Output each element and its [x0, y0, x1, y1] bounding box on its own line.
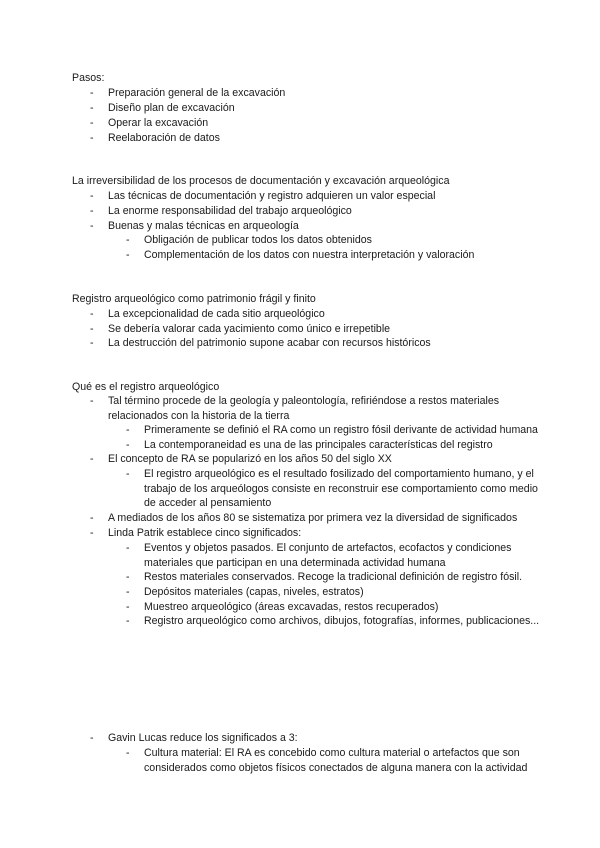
bullet-dash: - [90, 132, 94, 144]
bullet-dash: - [90, 527, 94, 539]
bullet-dash: - [126, 424, 130, 436]
bullet-dash: - [90, 453, 94, 465]
text-line: materiales que participan en una determinada actividad humana [144, 556, 446, 569]
sub-list-item-text: Obligación de publicar todos los datos obtenidos [144, 234, 372, 246]
bullet-dash: - [126, 747, 130, 759]
list-item-text: Diseño plan de excavación [108, 102, 235, 114]
section-title-pasos: Pasos: [72, 72, 105, 84]
text-line: El registro arqueológico es el resultado fosilizado del comportamiento humano, y el [144, 468, 534, 480]
bullet-dash: - [90, 117, 94, 129]
list-item-text: Operar la excavación [108, 117, 209, 129]
bullet-dash: - [90, 323, 94, 335]
bullet-dash: - [126, 571, 130, 583]
text-line: considerados como objetos físicos conectados de alguna manera con la actividad [144, 761, 528, 774]
text-line: Tal término procede de la geología y paleontología, refiriéndose a restos materiales [108, 395, 500, 407]
section-title-irreversibilidad: La irreversibilidad de los procesos de documentación y excavación arqueológica [72, 175, 450, 187]
bullet-dash: - [126, 439, 130, 451]
sub-list-item-text: Registro arqueológico como archivos, dibujos, fotografías, informes, publicaciones... [144, 615, 540, 627]
list-item-text: Linda Patrik establece cinco significados: [108, 527, 302, 539]
list-item-text: Gavin Lucas reduce los significados a 3: [108, 732, 298, 744]
bullet-dash: - [90, 308, 94, 320]
list-item-text: Preparación general de la excavación [108, 87, 286, 99]
list-item-text: Las técnicas de documentación y registro adquieren un valor especial [108, 190, 436, 202]
list-item-text: Buenas y malas técnicas en arqueología [108, 220, 299, 232]
bullet-dash: - [90, 87, 94, 99]
bullet-dash: - [126, 586, 130, 598]
text-line: Eventos y objetos pasados. El conjunto de artefactos, ecofactos y condiciones [144, 542, 512, 554]
list-item-text: La enorme responsabilidad del trabajo arqueológico [108, 205, 352, 217]
bullet-dash: - [90, 220, 94, 232]
sub-list-item-text: Muestreo arqueológico (áreas excavadas, restos recuperados) [144, 601, 439, 613]
section-title-registro: Qué es el registro arqueológico [72, 381, 220, 393]
bullet-dash: - [126, 542, 130, 554]
sub-list-item-text: Primeramente se definió el RA como un registro fósil derivante de actividad humana [144, 424, 538, 436]
sub-list-item-text: Restos materiales conservados. Recoge la tradicional definición de registro fósil. [144, 571, 523, 583]
text-line: Cultura material: El RA es concebido como cultura material o artefactos que son [144, 747, 520, 759]
bullet-dash: - [90, 395, 94, 407]
section-title-patrimonio: Registro arqueológico como patrimonio frágil y finito [72, 293, 316, 305]
sub-list-item-text: Complementación de los datos con nuestra interpretación y valoración [144, 249, 475, 261]
bullet-dash: - [90, 732, 94, 744]
text-line: relacionados con la historia de la tierra [108, 409, 290, 422]
bullet-dash: - [126, 249, 130, 261]
list-item-text: El concepto de RA se popularizó en los años 50 del siglo XX [108, 453, 392, 465]
list-item-text: A mediados de los años 80 se sistematiza por primera vez la diversidad de significados [108, 512, 518, 524]
list-item-text: Se debería valorar cada yacimiento como único e irrepetible [108, 323, 391, 335]
text-line: de acceder al pensamiento [144, 497, 272, 510]
bullet-dash: - [126, 468, 130, 480]
bullet-dash: - [126, 601, 130, 613]
sub-list-item-text [144, 541, 511, 570]
bullet-dash: - [90, 190, 94, 202]
sub-list-item-text [144, 467, 538, 511]
bullet-dash: - [90, 337, 94, 349]
bullet-dash: - [90, 205, 94, 217]
list-item-text: Reelaboración de datos [108, 132, 220, 144]
list-item-text: La excepcionalidad de cada sitio arqueológico [108, 308, 325, 320]
text-line: trabajo de los arqueólogos consiste en reconstruir ese comportamiento como medio [144, 482, 538, 495]
bullet-dash: - [90, 512, 94, 524]
bullet-dash: - [90, 102, 94, 114]
sub-list-item-text: La contemporaneidad es una de las principales características del registro [144, 439, 493, 451]
sub-list-item-text: Depósitos materiales (capas, niveles, estratos) [144, 586, 364, 598]
sub-list-item-text [144, 746, 527, 775]
list-item-text [108, 394, 499, 423]
bullet-dash: - [126, 615, 130, 627]
list-item-text: La destrucción del patrimonio supone acabar con recursos históricos [108, 337, 431, 349]
bullet-dash: - [126, 234, 130, 246]
